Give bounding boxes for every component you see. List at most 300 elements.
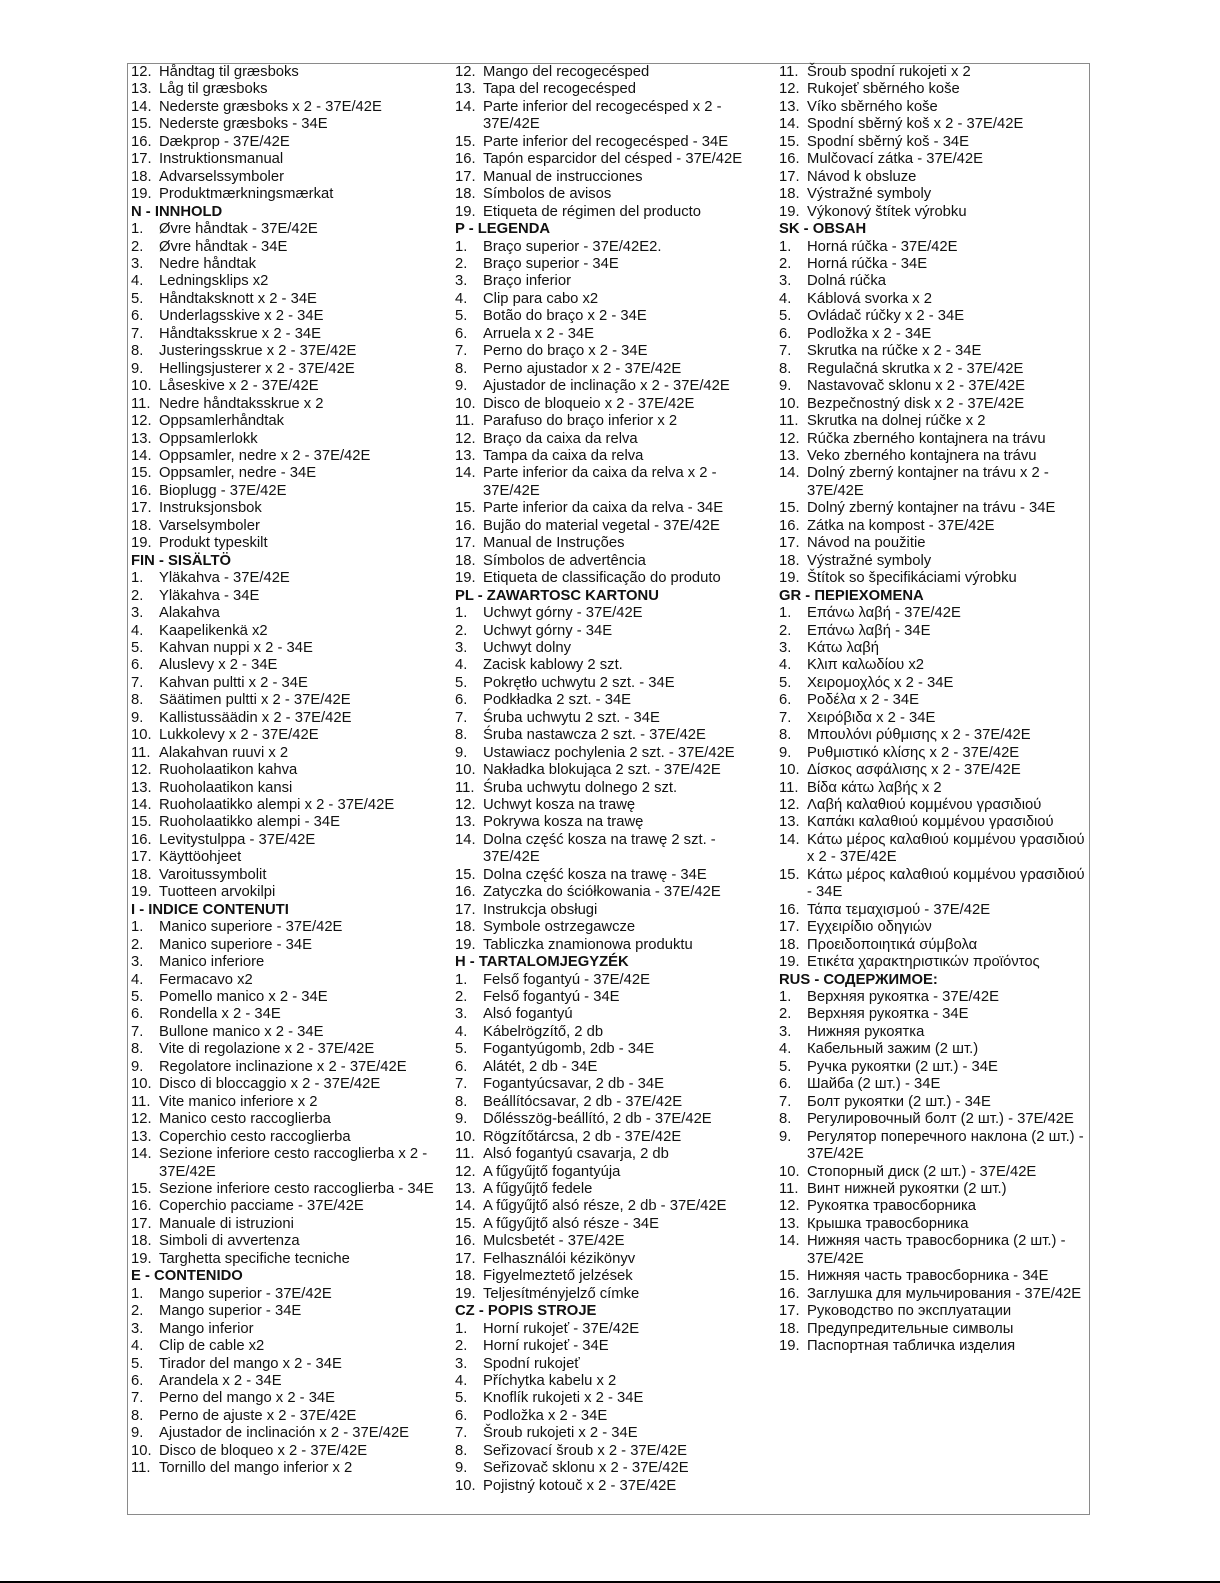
- item-text: Výstražné symboly: [807, 186, 932, 203]
- item-text: Manuale di istruzioni: [159, 1215, 294, 1232]
- list-item: [131, 989, 449, 1006]
- item-text: Tapa del recogecésped: [483, 81, 637, 98]
- item-number: 18.: [455, 1268, 476, 1285]
- list-item: [131, 780, 449, 797]
- list-item: [131, 500, 449, 517]
- list-item: [779, 1198, 1085, 1215]
- item-number: 4.: [455, 657, 468, 674]
- item-text: Mango inferior: [159, 1320, 254, 1337]
- item-text: Perno do braço x 2 - 34E: [483, 343, 648, 360]
- item-text: Manico cesto raccoglierba: [159, 1111, 331, 1128]
- list-item: [131, 1076, 449, 1093]
- list-item: [455, 902, 773, 919]
- list-item: [779, 396, 1085, 413]
- list-item: [131, 1373, 449, 1390]
- item-number: 9.: [131, 709, 144, 726]
- item-text: Parte inferior del recogecésped - 34E: [483, 133, 729, 150]
- item-number: 17.: [131, 849, 152, 866]
- item-text: Верхняя рукоятка - 37E/42E: [807, 989, 999, 1006]
- item-text: Bujão do material vegetal - 37E/42E: [483, 517, 720, 534]
- list-item: [455, 448, 773, 465]
- item-number: 17.: [455, 168, 476, 185]
- item-text: Hellingsjusterer x 2 - 37E/42E: [159, 360, 355, 377]
- list-item: [455, 570, 773, 587]
- list-item: [779, 954, 1085, 971]
- item-number: 19.: [455, 936, 476, 953]
- item-number: 8.: [455, 727, 468, 744]
- item-number: 2.: [779, 255, 792, 272]
- item-number: 14.: [131, 447, 152, 464]
- list-item: [131, 431, 449, 448]
- item-number: 18.: [455, 186, 476, 203]
- item-number: 4.: [131, 622, 144, 639]
- list-item: [131, 1408, 449, 1425]
- item-text: Kallistussäädin x 2 - 37E/42E: [159, 709, 352, 726]
- item-text: Vite manico inferiore x 2: [159, 1093, 318, 1110]
- item-text: Κάτω λαβή: [807, 639, 880, 656]
- list-item: [455, 396, 773, 413]
- list-item: [455, 1251, 773, 1268]
- list-item: [779, 553, 1085, 570]
- list-item: [455, 692, 773, 709]
- list-item: [131, 1059, 449, 1076]
- item-text: Alátét, 2 db - 34E: [483, 1058, 598, 1075]
- item-number: 19.: [131, 535, 152, 552]
- list-item: [455, 727, 773, 744]
- list-item: [779, 657, 1085, 674]
- item-number: 18.: [131, 168, 152, 185]
- item-number: 19.: [779, 570, 800, 587]
- list-item: [131, 169, 449, 186]
- item-number: 14.: [779, 1233, 800, 1250]
- item-number: 10.: [131, 1442, 152, 1459]
- item-number: 17.: [779, 168, 800, 185]
- item-number: 2.: [779, 1006, 792, 1023]
- list-item: [131, 1356, 449, 1373]
- item-text: Advarselssymboler: [159, 168, 284, 185]
- list-item: [131, 1181, 449, 1198]
- item-number: 5.: [455, 674, 468, 691]
- item-number: 16.: [131, 482, 152, 499]
- item-number: 5.: [131, 290, 144, 307]
- list-item: [131, 465, 449, 482]
- item-number: 12.: [131, 64, 152, 80]
- list-item: [779, 1059, 1085, 1076]
- item-text: Zacisk kablowy 2 szt.: [483, 657, 623, 674]
- list-item: [131, 570, 449, 587]
- item-number: 13.: [455, 447, 476, 464]
- item-text: Pokrętło uchwytu 2 szt. - 34E: [483, 674, 675, 691]
- list-item: [779, 448, 1085, 465]
- item-number: 8.: [131, 1041, 144, 1058]
- item-number: 2.: [131, 1303, 144, 1320]
- item-text: Øvre håndtak - 37E/42E: [159, 221, 318, 238]
- list-item: [779, 1303, 1085, 1320]
- list-item: [779, 570, 1085, 587]
- item-text: Manual de Instruções: [483, 535, 625, 552]
- list-item: [131, 972, 449, 989]
- item-number: 10.: [455, 395, 476, 412]
- item-text: Nedre håndtaksskrue x 2: [159, 395, 324, 412]
- item-number: 17.: [455, 535, 476, 552]
- item-number: 1.: [455, 605, 468, 622]
- item-number: 11.: [131, 1460, 151, 1477]
- item-number: 9.: [779, 378, 792, 395]
- list-item: [455, 518, 773, 535]
- list-item: [131, 1094, 449, 1111]
- item-number: 7.: [779, 1093, 792, 1110]
- item-text: Zátka na kompost - 37E/42E: [807, 517, 995, 534]
- item-text: Винт нижней рукоятки (2 шт.): [807, 1181, 1007, 1197]
- item-number: 11.: [455, 413, 475, 430]
- list-item: [455, 256, 773, 273]
- item-text: Oppsamlerhåndtak: [159, 413, 285, 430]
- item-text: Ruoholaatikon kahva: [159, 762, 298, 779]
- item-number: 4.: [779, 1041, 792, 1058]
- list-item: [455, 937, 773, 954]
- item-number: 3.: [131, 954, 144, 971]
- list-item: [131, 1233, 449, 1250]
- item-number: 7.: [131, 325, 144, 342]
- item-number: 3.: [455, 1006, 468, 1023]
- item-number: 6.: [131, 1372, 144, 1389]
- item-number: 3.: [779, 639, 792, 656]
- item-text: Pojistný kotouč x 2 - 37E/42E: [483, 1477, 677, 1494]
- list-item: [455, 1181, 773, 1198]
- list-item: [131, 151, 449, 168]
- list-item: [131, 1041, 449, 1058]
- item-number: 8.: [455, 1093, 468, 1110]
- item-number: 9.: [455, 744, 468, 761]
- item-text: Ruoholaatikko alempi - 34E: [159, 814, 340, 831]
- item-text: Nedre håndtak: [159, 255, 257, 272]
- list-item: [455, 867, 773, 884]
- item-text: Disco de bloqueo x 2 - 37E/42E: [159, 1442, 368, 1459]
- section-heading: I - INDICE CONTENUTI: [131, 901, 289, 918]
- section-heading: P - LEGENDA: [455, 221, 551, 238]
- item-number: 17.: [131, 500, 152, 517]
- item-text: Låseskive x 2 - 37E/42E: [159, 378, 319, 395]
- item-text: Bezpečnostný disk x 2 - 37E/42E: [807, 395, 1025, 412]
- item-text: Produktmærkningsmærkat: [159, 186, 334, 203]
- item-text: Håndtaksknott x 2 - 34E: [159, 290, 317, 307]
- item-text: Etiqueta de classificação do produto: [483, 570, 721, 587]
- item-text: Regulačná skrutka x 2 - 37E/42E: [807, 360, 1024, 377]
- item-number: 12.: [455, 430, 476, 447]
- list-item: [779, 640, 1085, 657]
- item-text: Justeringsskrue x 2 - 37E/42E: [159, 343, 357, 360]
- item-text: Προειδοποιητικά σύμβολα: [807, 936, 978, 953]
- list-item: [455, 1338, 773, 1355]
- item-number: 10.: [455, 762, 476, 779]
- item-text: Pomello manico x 2 - 34E: [159, 989, 328, 1006]
- item-number: 12.: [455, 797, 476, 814]
- item-text: Рукоятка травосборника: [807, 1198, 977, 1215]
- item-text: Ετικέτα χαρακτηριστικών προϊόντος: [807, 954, 1040, 971]
- item-number: 4.: [455, 1023, 468, 1040]
- item-text: Seřizovač sklonu x 2 - 37E/42E: [483, 1460, 689, 1477]
- item-number: 5.: [779, 1058, 792, 1075]
- item-number: 13.: [779, 447, 800, 464]
- list-item: [131, 448, 449, 465]
- item-number: 17.: [779, 1303, 800, 1320]
- list-item: [779, 1024, 1085, 1041]
- item-number: 1.: [455, 1320, 468, 1337]
- item-text: Parte inferior da caixa da relva x 2 - 37E/42E: [483, 465, 717, 499]
- item-number: 11.: [131, 1093, 151, 1110]
- item-text: Ручка рукоятки (2 шт.) - 34E: [807, 1058, 998, 1075]
- item-number: 6.: [131, 1006, 144, 1023]
- list-item: [779, 1164, 1085, 1181]
- list-item: [131, 1460, 449, 1477]
- list-item: [131, 1286, 449, 1303]
- list-item: [131, 186, 449, 203]
- list-item: [455, 500, 773, 517]
- item-text: Braço inferior: [483, 273, 571, 290]
- item-text: Uchwyt kosza na trawę: [483, 797, 636, 814]
- item-text: Болт рукоятки (2 шт.) - 34E: [807, 1093, 991, 1110]
- item-text: Ovládač rúčky x 2 - 34E: [807, 308, 965, 325]
- item-text: Instrukcja obsługi: [483, 901, 598, 918]
- item-number: 17.: [455, 1250, 476, 1267]
- item-text: Kaapelikenkä x2: [159, 622, 268, 639]
- item-number: 19.: [455, 1285, 476, 1302]
- item-text: Fogantyúgomb, 2db - 34E: [483, 1041, 655, 1058]
- item-number: 12.: [779, 797, 800, 814]
- list-item: [779, 134, 1085, 151]
- item-number: 18.: [455, 552, 476, 569]
- item-number: 8.: [131, 343, 144, 360]
- item-number: 1.: [779, 989, 792, 1006]
- list-item: [779, 518, 1085, 535]
- item-number: 3.: [455, 1355, 468, 1372]
- item-text: Produkt typeskilt: [159, 535, 268, 552]
- section-heading: FIN - SISÄLTÖ: [131, 552, 232, 569]
- item-number: 1.: [779, 238, 792, 255]
- item-number: 11.: [779, 413, 799, 430]
- item-text: Bullone manico x 2 - 34E: [159, 1023, 324, 1040]
- list-item: [779, 99, 1085, 116]
- item-text: Spodní rukojeť: [483, 1355, 580, 1372]
- list-item: [779, 308, 1085, 325]
- item-text: Coperchio pacciame - 37E/42E: [159, 1198, 364, 1215]
- item-text: Podložka x 2 - 34E: [807, 325, 932, 342]
- item-number: 5.: [131, 1355, 144, 1372]
- item-text: Oppsamlerlokk: [159, 430, 258, 447]
- list-item: [455, 186, 773, 203]
- item-text: Крышка травосборника: [807, 1215, 969, 1232]
- item-text: Τάπα τεμαχισμού - 37E/42E: [807, 901, 991, 918]
- list-item: [779, 64, 1085, 81]
- item-number: 11.: [131, 395, 151, 412]
- item-text: Шайба (2 шт.) - 34E: [807, 1076, 941, 1093]
- item-number: 5.: [131, 639, 144, 656]
- section-heading: E - CONTENIDO: [131, 1268, 243, 1285]
- list-item: [131, 239, 449, 256]
- list-item: [455, 291, 773, 308]
- section-heading: N - INNHOLD: [131, 203, 223, 220]
- list-item: [455, 884, 773, 901]
- item-text: Rukojeť sběrného koše: [807, 81, 960, 98]
- item-number: 19.: [779, 954, 800, 971]
- list-item: [455, 745, 773, 762]
- item-text: Śruba uchwytu 2 szt. - 34E: [483, 709, 660, 726]
- list-item: [779, 710, 1085, 727]
- item-number: 2.: [131, 936, 144, 953]
- item-number: 12.: [455, 64, 476, 80]
- list-item: [779, 797, 1085, 814]
- item-text: Regolatore inclinazione x 2 - 37E/42E: [159, 1058, 407, 1075]
- item-number: 15.: [455, 133, 476, 150]
- list-item: [455, 1198, 773, 1215]
- item-text: Arandela x 2 - 34E: [159, 1372, 282, 1389]
- item-text: Dőlésszög-beállító, 2 db - 37E/42E: [483, 1111, 712, 1128]
- item-text: Fogantyúcsavar, 2 db - 34E: [483, 1076, 664, 1093]
- item-text: Заглушка для мульчирования - 37E/42E: [807, 1285, 1082, 1302]
- item-text: Horní rukojeť - 37E/42E: [483, 1320, 640, 1337]
- list-item: [131, 99, 449, 116]
- item-number: 6.: [779, 1076, 792, 1093]
- list-item: [455, 151, 773, 168]
- item-number: 2.: [455, 989, 468, 1006]
- list-item: [131, 1425, 449, 1442]
- item-number: 15.: [779, 500, 800, 517]
- item-text: Låg til græsboks: [159, 81, 268, 98]
- item-number: 5.: [455, 1390, 468, 1407]
- list-item: [455, 675, 773, 692]
- list-item: [455, 1076, 773, 1093]
- item-number: 3.: [455, 273, 468, 290]
- list-item: [131, 1024, 449, 1041]
- item-text: A fűgyűjtő fedele: [483, 1181, 593, 1197]
- item-text: Horná rúčka - 37E/42E: [807, 238, 958, 255]
- list-item: [455, 1460, 773, 1477]
- list-item: [455, 1408, 773, 1425]
- item-number: 19.: [131, 1250, 152, 1267]
- item-number: 15.: [779, 866, 800, 883]
- item-text: Návod k obsluze: [807, 168, 917, 185]
- list-item: [455, 1286, 773, 1303]
- item-text: Braço superior - 34E: [483, 255, 619, 272]
- item-text: Felhasználói kézikönyv: [483, 1250, 636, 1267]
- item-number: 10.: [131, 378, 152, 395]
- item-text: Uchwyt górny - 37E/42E: [483, 605, 643, 622]
- item-text: Mango superior - 37E/42E: [159, 1285, 332, 1302]
- item-number: 4.: [131, 971, 144, 988]
- item-number: 10.: [779, 762, 800, 779]
- list-item: [455, 239, 773, 256]
- item-text: Δίσκος ασφάλισης x 2 - 37E/42E: [807, 762, 1021, 779]
- item-text: Teljesítményjelző címke: [483, 1285, 640, 1302]
- list-item: [455, 308, 773, 325]
- item-text: Manico superiore - 37E/42E: [159, 919, 343, 936]
- item-text: Tapón esparcidor del césped - 37E/42E: [483, 151, 743, 168]
- list-item: [131, 326, 449, 343]
- list-item: [455, 378, 773, 395]
- item-text: Sezione inferiore cesto raccoglierba - 34E: [159, 1181, 434, 1197]
- item-number: 5.: [455, 308, 468, 325]
- list-item: [455, 343, 773, 360]
- item-text: Parte inferior del recogecésped x 2 - 37E/42E: [483, 98, 722, 133]
- item-text: Rögzítőtárcsa, 2 db - 37E/42E: [483, 1128, 682, 1145]
- item-number: 14.: [455, 465, 476, 482]
- item-text: Kábelrögzítő, 2 db: [483, 1023, 604, 1040]
- item-number: 3.: [131, 605, 144, 622]
- item-number: 2.: [131, 587, 144, 604]
- item-text: Káblová svorka x 2: [807, 290, 933, 307]
- list-item: [779, 1129, 1085, 1164]
- item-number: 11.: [455, 779, 475, 796]
- list-item: [455, 1059, 773, 1076]
- list-item: [131, 954, 449, 971]
- list-item: [779, 605, 1085, 622]
- item-text: Arruela x 2 - 34E: [483, 325, 595, 342]
- list-item: [779, 1268, 1085, 1285]
- item-number: 17.: [131, 1215, 152, 1232]
- item-number: 15.: [455, 866, 476, 883]
- item-number: 15.: [131, 1181, 152, 1197]
- item-number: 10.: [779, 395, 800, 412]
- item-number: 16.: [779, 901, 800, 918]
- list-item: [455, 623, 773, 640]
- item-text: Perno de ajuste x 2 - 37E/42E: [159, 1407, 357, 1424]
- list-item: [779, 326, 1085, 343]
- item-text: Parte inferior da caixa da relva - 34E: [483, 500, 724, 517]
- list-item: [455, 1321, 773, 1338]
- item-number: 7.: [455, 709, 468, 726]
- list-item: [779, 832, 1085, 867]
- item-number: 5.: [455, 1041, 468, 1058]
- list-item: [131, 1321, 449, 1338]
- item-text: Braço superior - 37E/42E2.: [483, 238, 662, 255]
- list-item: [455, 81, 773, 98]
- item-text: Uchwyt dolny: [483, 639, 571, 656]
- item-text: Ajustador de inclinación x 2 - 37E/42E: [159, 1425, 410, 1442]
- list-item: [131, 623, 449, 640]
- list-item: [131, 1146, 449, 1181]
- item-text: Rondella x 2 - 34E: [159, 1006, 281, 1023]
- item-text: Výkonový štítek výrobku: [807, 203, 967, 220]
- item-text: Käyttöohjeet: [159, 849, 242, 866]
- item-text: Vite di regolazione x 2 - 37E/42E: [159, 1041, 375, 1058]
- item-number: 4.: [131, 1338, 144, 1355]
- item-text: Skrutka na dolnej rúčke x 2: [807, 413, 986, 430]
- item-number: 8.: [131, 1407, 144, 1424]
- item-text: Паспортная табличка изделия: [807, 1338, 1016, 1355]
- list-item: [131, 273, 449, 290]
- list-item: [131, 1129, 449, 1146]
- list-item: [131, 308, 449, 325]
- parts-column-3: [779, 64, 1085, 1356]
- item-text: Tornillo del mango inferior x 2: [159, 1460, 353, 1477]
- item-number: 1.: [131, 570, 144, 587]
- item-text: Příchytka kabelu x 2: [483, 1372, 617, 1389]
- list-item: [131, 291, 449, 308]
- list-item: [455, 762, 773, 779]
- item-number: 3.: [779, 273, 792, 290]
- item-number: 19.: [455, 570, 476, 587]
- list-item: [131, 1338, 449, 1355]
- item-number: 10.: [455, 1477, 476, 1494]
- list-item: [779, 1216, 1085, 1233]
- item-number: 12.: [455, 1163, 476, 1180]
- item-number: 13.: [779, 814, 800, 831]
- item-text: Κλιπ καλωδίου x2: [807, 657, 924, 674]
- section-heading: CZ - POPIS STROJE: [455, 1303, 597, 1320]
- list-item: [131, 605, 449, 622]
- item-number: 17.: [779, 535, 800, 552]
- item-number: 7.: [779, 343, 792, 360]
